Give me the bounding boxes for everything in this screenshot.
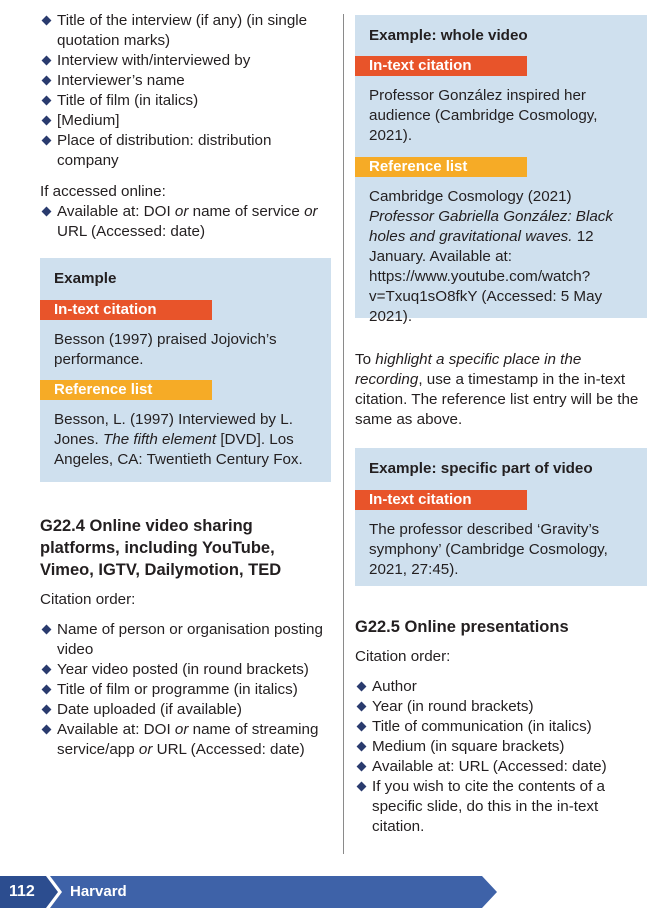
reference-example: Besson, L. (1997) Interviewed by L. Jones. The fifth element [DVD]. Los Angeles, CA: Twentieth Century Fox. xyxy=(54,411,303,468)
list-item: Title of film (in italics) xyxy=(40,91,332,111)
if-online-text: If accessed online: xyxy=(40,183,166,200)
in-text-citation-label: In-text citation xyxy=(40,300,212,320)
list-item: Title of film or programme (in italics) xyxy=(40,680,332,700)
list-item: Title of the interview (if any) (in single quotation marks) xyxy=(40,11,332,51)
section-heading-g22-4: G22.4 Online video sharing platforms, including YouTube, Vimeo, IGTV, Dailymotion, TED xyxy=(40,517,282,579)
list-item: [Medium] xyxy=(40,111,332,131)
list-item: If you wish to cite the contents of a specific slide, do this in the in-text citation. xyxy=(355,777,625,837)
list-item: Date uploaded (if available) xyxy=(40,700,332,720)
citation-order-label: Citation order: xyxy=(355,648,451,665)
list-item: Name of person or organisation posting video xyxy=(40,620,332,660)
footer-title: Harvard xyxy=(70,883,127,900)
list-item: Year video posted (in round brackets) xyxy=(40,660,332,680)
list-item: Place of distribution: distribution company xyxy=(40,131,332,171)
reference-example: Cambridge Cosmology (2021) Professor Gabriella González: Black holes and gravitational waves. 12 January. Available at: https://www.youtube.com/watch?v=Txuq1sO8fkY (Accessed: 5 May 2021). xyxy=(369,188,613,325)
example-title: Example xyxy=(54,270,117,287)
list-item: Medium (in square brackets) xyxy=(355,737,625,757)
whole-video-box xyxy=(355,15,647,325)
specific-part-box xyxy=(355,448,647,586)
whole-video-title: Example: whole video xyxy=(369,27,528,44)
left-column xyxy=(40,0,332,758)
list-item: Available at: DOI or name of service or URL (Accessed: date) xyxy=(40,202,332,242)
example-box xyxy=(40,258,331,482)
in-text-example: Professor González inspired her audience (Cambridge Cosmology, 2021). xyxy=(369,87,598,144)
citation-order-label: Citation order: xyxy=(40,591,136,608)
in-text-example: The professor described ‘Gravity’s symphony’ (Cambridge Cosmology, 2021, 27:45). xyxy=(369,521,608,578)
list-item: Author xyxy=(355,677,625,697)
list-item: Available at: URL (Accessed: date) xyxy=(355,757,625,777)
in-text-citation-label: In-text citation xyxy=(355,490,527,510)
page-footer xyxy=(0,876,500,908)
video-citation-list xyxy=(40,620,332,760)
list-item: Year (in round brackets) xyxy=(355,697,625,717)
list-item: Title of communication (in italics) xyxy=(355,717,625,737)
section-heading-g22-5: G22.5 Online presentations xyxy=(355,618,569,636)
list-item: Interviewer’s name xyxy=(40,71,332,91)
presentation-citation-list xyxy=(355,677,625,837)
list-item: Available at: DOI or name of streaming service/app or URL (Accessed: date) xyxy=(40,720,332,760)
page-number: 112 xyxy=(9,883,35,900)
interview-citation-list xyxy=(40,11,332,171)
in-text-example: Besson (1997) praised Jojovich’s performance. xyxy=(54,331,277,368)
specific-part-title: Example: specific part of video xyxy=(369,460,593,477)
reference-list-label: Reference list xyxy=(40,380,212,400)
list-item: Interview with/interviewed by xyxy=(40,51,332,71)
reference-list-label: Reference list xyxy=(355,157,527,177)
in-text-citation-label: In-text citation xyxy=(355,56,527,76)
online-list xyxy=(40,202,332,242)
timestamp-paragraph: To highlight a specific place in the recording, use a timestamp in the in-text citation. The reference list entry will be the same as above. xyxy=(355,351,639,428)
column-divider xyxy=(343,14,344,854)
